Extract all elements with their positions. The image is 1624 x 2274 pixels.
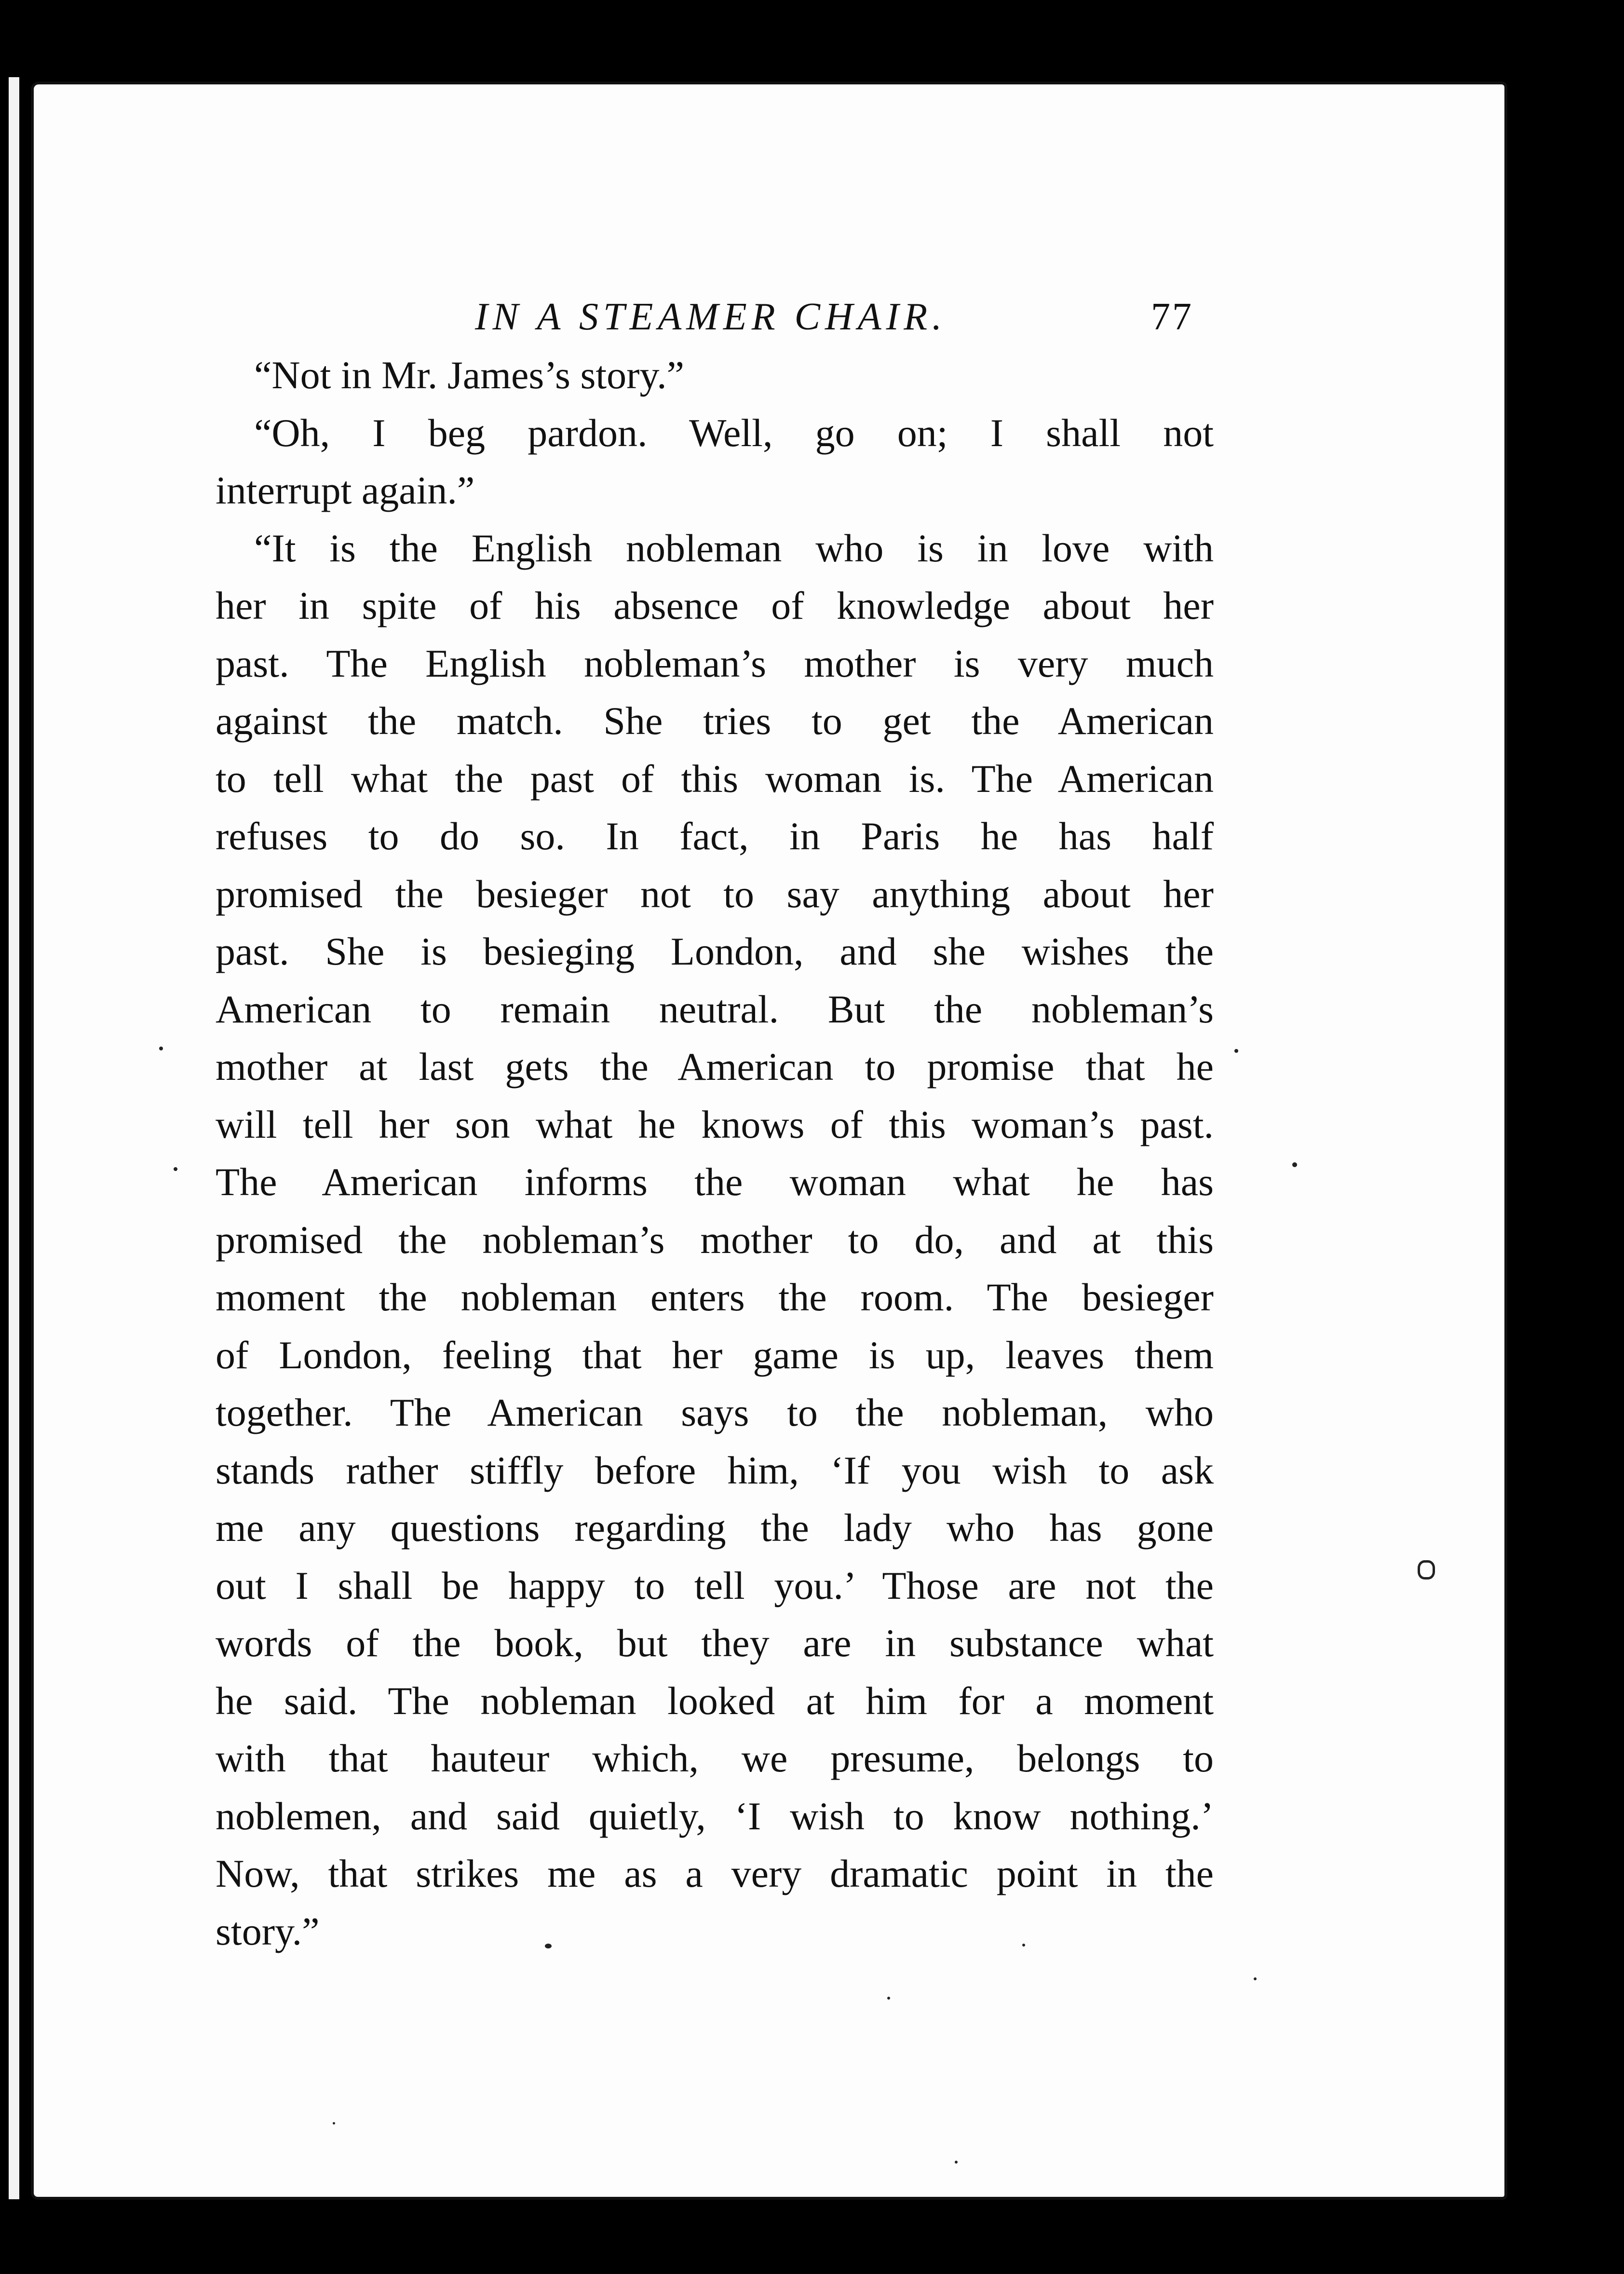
page-left-edge: [9, 77, 19, 2199]
body-text: [216, 346, 1214, 1960]
speck: [159, 1047, 163, 1050]
text-line: promised the besieger not to say anything about her: [216, 871, 1214, 916]
speck: [887, 1997, 890, 2000]
text-line: interrupt again.”: [216, 468, 475, 512]
text-line: American to remain neutral. But the nobleman’s: [216, 987, 1214, 1031]
speck: [174, 1167, 177, 1171]
running-head-title: IN A STEAMER CHAIR.: [475, 296, 947, 338]
text-line: to tell what the past of this woman is. The American: [216, 756, 1214, 801]
text-line: Now, that strikes me as a very dramatic point in the: [216, 1852, 1214, 1895]
text-line: “It is the English nobleman who is in love with: [254, 526, 1214, 570]
text-line: The American informs the woman what he has: [216, 1160, 1214, 1204]
speck: [955, 2161, 958, 2164]
text-line: words of the book, but they are in substance what: [216, 1621, 1214, 1665]
binding-shadow: [24, 96, 31, 2185]
text-line: story.”: [216, 1909, 320, 1953]
speck: [1022, 1944, 1025, 1947]
speck: [333, 2122, 335, 2124]
page-number: 77: [1151, 296, 1193, 338]
text-line: past. The English nobleman’s mother is very much: [216, 641, 1214, 685]
text-line: “Oh, I beg pardon. Well, go on; I shall not: [254, 410, 1214, 455]
text-line: he said. The nobleman looked at him for a moment: [216, 1678, 1214, 1723]
text-line: out I shall be happy to tell you.’ Those are not the: [216, 1563, 1214, 1607]
text-line: “Not in Mr. James’s story.”: [254, 353, 685, 397]
text-line: refuses to do so. In fact, in Paris he has half: [216, 814, 1214, 858]
text-line: her in spite of his absence of knowledge about her: [216, 584, 1214, 627]
running-head: [475, 295, 1193, 348]
speck: [1254, 1977, 1257, 1980]
text-line: against the match. She tries to get the American: [216, 699, 1214, 743]
speck: [1418, 1560, 1435, 1580]
text-line: stands rather stiffly before him, ‘If you wish to ask: [216, 1448, 1214, 1492]
text-line: of London, feeling that her game is up, leaves them: [216, 1333, 1214, 1377]
text-line: me any questions regarding the lady who has gone: [216, 1506, 1214, 1550]
speck: [1292, 1162, 1297, 1167]
text-line: moment the nobleman enters the room. The besieger: [216, 1275, 1214, 1319]
text-line: promised the nobleman’s mother to do, and at this: [216, 1217, 1214, 1262]
text-line: together. The American says to the nobleman, who: [216, 1390, 1214, 1434]
text-line: with that hauteur which, we presume, belongs to: [216, 1736, 1214, 1780]
speck: [545, 1944, 552, 1948]
text-line: past. She is besieging London, and she wishes the: [216, 929, 1214, 973]
text-line: mother at last gets the American to promise that he: [216, 1045, 1214, 1089]
text-line: noblemen, and said quietly, ‘I wish to know nothing.’: [216, 1794, 1214, 1838]
speck: [1234, 1049, 1238, 1053]
text-line: will tell her son what he knows of this woman’s past.: [216, 1102, 1214, 1146]
